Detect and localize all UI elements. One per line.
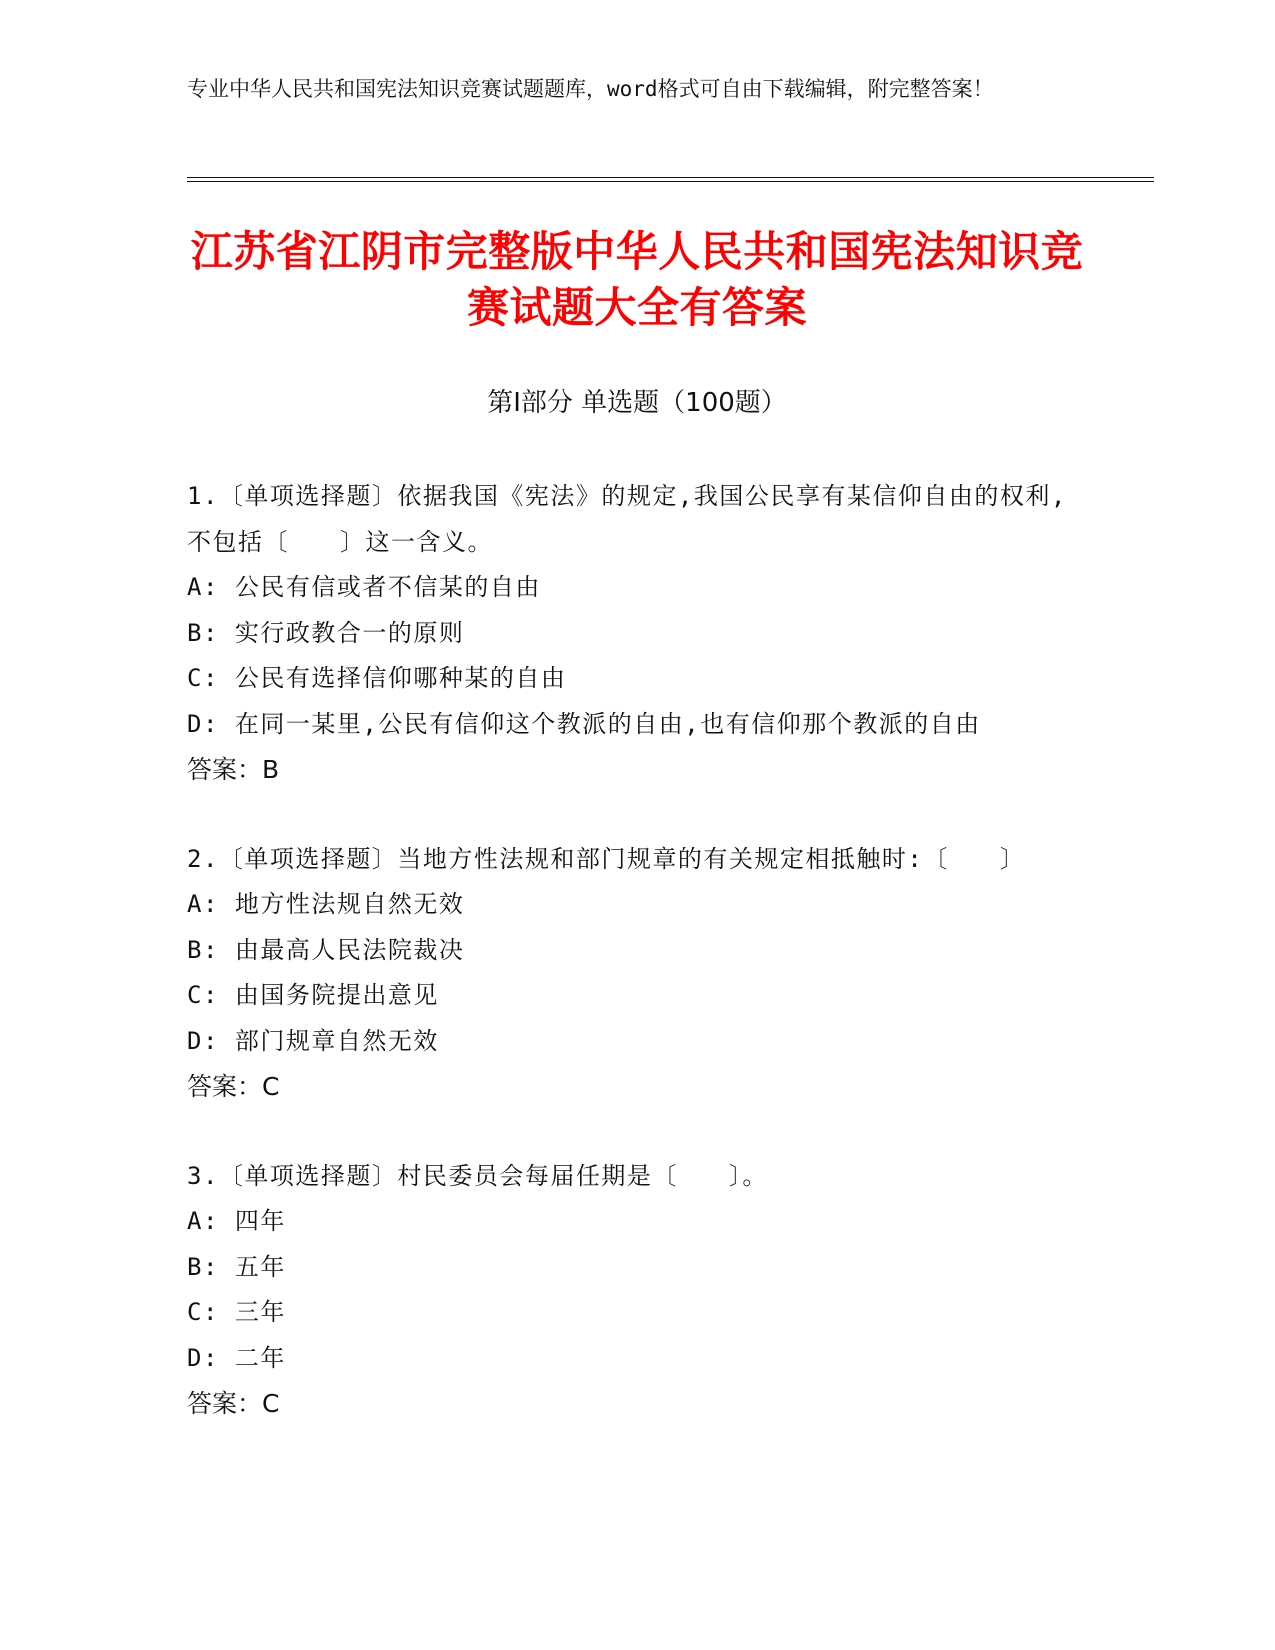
header-note: 专业中华人民共和国宪法知识竞赛试题题库，word格式可自由下载编辑，附完整答案！ bbox=[187, 77, 994, 101]
question-stem: 3.〔单项选择题〕村民委员会每届任期是〔 〕。 bbox=[187, 1161, 768, 1190]
option-a: A: 四年 bbox=[187, 1207, 286, 1235]
question-stem: 1.〔单项选择题〕依据我国《宪法》的规定,我国公民享有某信仰自由的权利,不包括〔 〕这一含义。 bbox=[187, 482, 1067, 556]
option-d: D: 二年 bbox=[187, 1343, 286, 1372]
question-list bbox=[187, 474, 1087, 1471]
header-rule-bottom bbox=[187, 181, 1154, 182]
option-a: A: 地方性法规自然无效 bbox=[187, 890, 465, 918]
option-c: C: 三年 bbox=[187, 1298, 286, 1326]
option-b: B: 实行政教合一的原则 bbox=[187, 618, 465, 647]
question-stem: 2.〔单项选择题〕当地方性法规和部门规章的有关规定相抵触时:〔 〕 bbox=[187, 844, 1026, 873]
option-d: D: 部门规章自然无效 bbox=[187, 1026, 439, 1055]
option-a: A: 公民有信或者不信某的自由 bbox=[187, 573, 541, 601]
option-d: D: 在同一某里,公民有信仰这个教派的自由,也有信仰那个教派的自由 bbox=[187, 709, 981, 738]
question-1 bbox=[187, 474, 1087, 793]
question-3 bbox=[187, 1154, 1087, 1427]
answer-line: 答案：B bbox=[187, 755, 280, 784]
option-b: B: 五年 bbox=[187, 1252, 286, 1281]
header-rule-top bbox=[187, 177, 1154, 178]
document-title: 江苏省江阴市完整版中华人民共和国宪法知识竞赛试题大全有答案 bbox=[190, 227, 1084, 332]
option-c: C: 公民有选择信仰哪种某的自由 bbox=[187, 664, 567, 692]
section-heading: 第Ⅰ部分 单选题（100题） bbox=[487, 388, 787, 418]
option-b: B: 由最高人民法院裁决 bbox=[187, 935, 465, 964]
option-c: C: 由国务院提出意见 bbox=[187, 981, 439, 1009]
answer-line: 答案：C bbox=[187, 1072, 280, 1101]
question-2 bbox=[187, 837, 1087, 1110]
answer-line: 答案：C bbox=[187, 1389, 280, 1418]
